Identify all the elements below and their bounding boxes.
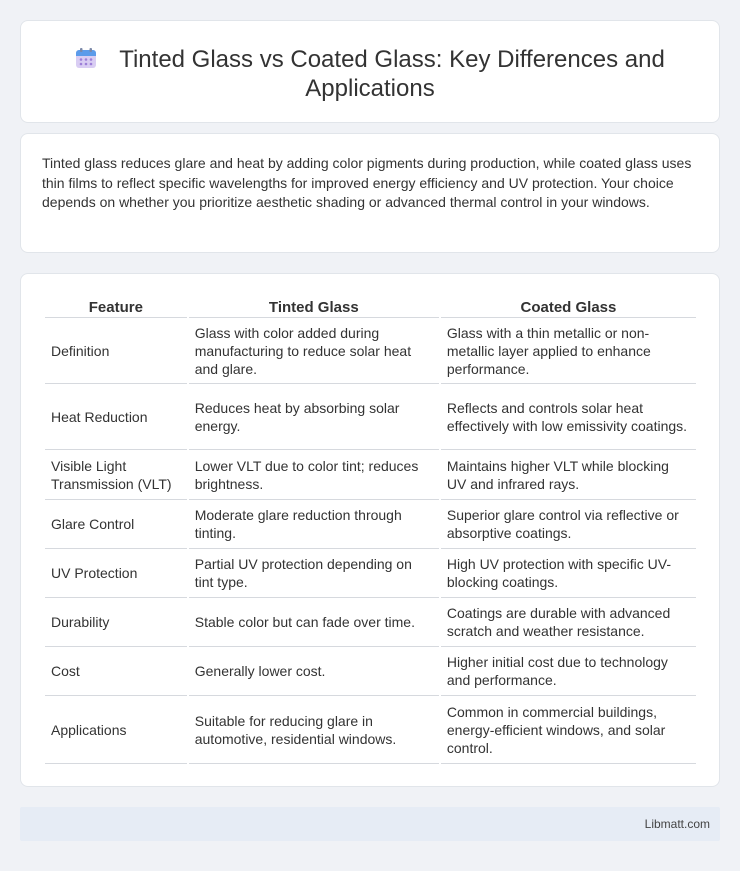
feature-cell: UV Protection — [45, 549, 187, 598]
table-row — [45, 696, 696, 764]
header-coated-glass: Coated Glass — [441, 296, 696, 318]
table-row — [45, 500, 696, 549]
tinted-cell: Reduces heat by absorbing solar energy. — [189, 384, 439, 450]
coated-cell: Maintains higher VLT while blocking UV and infrared rays. — [441, 450, 696, 500]
coated-cell: Higher initial cost due to technology and performance. — [441, 647, 696, 696]
table-header-row — [45, 296, 696, 318]
tinted-cell: Partial UV protection depending on tint type. — [189, 549, 439, 598]
feature-cell: Applications — [45, 696, 187, 764]
comparison-card — [20, 273, 720, 787]
feature-cell: Cost — [45, 647, 187, 696]
page-title: Tinted Glass vs Coated Glass: Key Differences and Applications — [119, 46, 665, 102]
coated-cell: Reflects and controls solar heat effectively with low emissivity coatings. — [441, 384, 696, 450]
tinted-cell: Generally lower cost. — [189, 647, 439, 696]
intro-paragraph: Tinted glass reduces glare and heat by adding color pigments during production, while coated glass uses thin films to reflect specific wavelengths for improved energy efficiency and UV protection. Your choice depends on whether you prioritize aesthetic shading or advanced thermal control in your windows. — [42, 155, 692, 210]
feature-cell: Heat Reduction — [45, 384, 187, 450]
intro-card — [20, 133, 720, 253]
table-row — [45, 647, 696, 696]
table-row — [45, 318, 696, 384]
feature-cell: Visible Light Transmission (VLT) — [45, 450, 187, 500]
footer-site-link[interactable]: Libmatt.com — [644, 817, 710, 831]
tinted-cell: Lower VLT due to color tint; reduces brightness. — [189, 450, 439, 500]
page-title-row — [21, 45, 719, 103]
table-row — [45, 384, 696, 450]
coated-cell: Superior glare control via reflective or absorptive coatings. — [441, 500, 696, 549]
tinted-cell: Moderate glare reduction through tinting. — [189, 500, 439, 549]
calendar-icon — [75, 47, 97, 69]
coated-cell: High UV protection with specific UV-blocking coatings. — [441, 549, 696, 598]
feature-cell: Durability — [45, 598, 187, 647]
tinted-cell: Suitable for reducing glare in automotive, residential windows. — [189, 696, 439, 764]
table-row — [45, 450, 696, 500]
table-row — [45, 598, 696, 647]
feature-cell: Definition — [45, 318, 187, 384]
title-card — [20, 20, 720, 123]
coated-cell: Glass with a thin metallic or non-metallic layer applied to enhance performance. — [441, 318, 696, 384]
tinted-cell: Glass with color added during manufacturing to reduce solar heat and glare. — [189, 318, 439, 384]
header-tinted-glass: Tinted Glass — [189, 296, 439, 318]
feature-cell: Glare Control — [45, 500, 187, 549]
header-feature: Feature — [45, 296, 187, 318]
coated-cell: Common in commercial buildings, energy-efficient windows, and solar control. — [441, 696, 696, 764]
coated-cell: Coatings are durable with advanced scratch and weather resistance. — [441, 598, 696, 647]
tinted-cell: Stable color but can fade over time. — [189, 598, 439, 647]
comparison-table — [43, 296, 698, 764]
table-row — [45, 549, 696, 598]
footer — [20, 807, 720, 841]
